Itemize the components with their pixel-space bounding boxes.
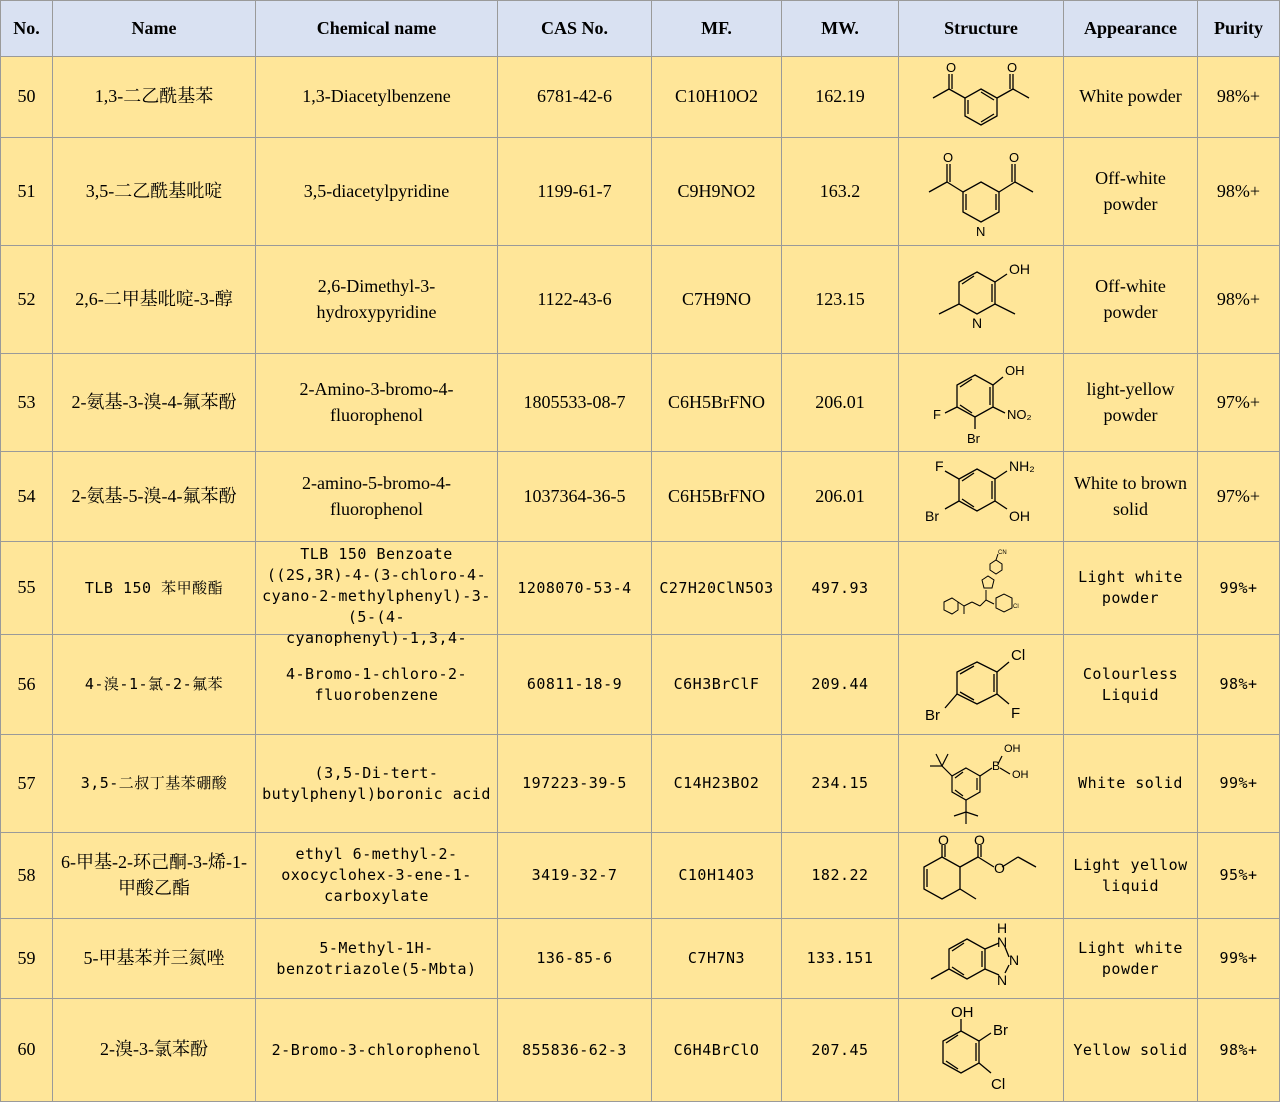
svg-text:Cl: Cl <box>1013 604 1019 610</box>
svg-text:O: O <box>938 831 949 848</box>
cell-mw: 206.01 <box>782 452 899 542</box>
cell-structure <box>899 354 1064 452</box>
svg-text:NH₂: NH₂ <box>1009 457 1035 474</box>
table-row <box>1 542 1280 635</box>
table-row <box>1 833 1280 919</box>
cell-purity: 99%+ <box>1198 735 1280 833</box>
header-name: Name <box>53 1 256 57</box>
cell-name: 2-溴-3-氯苯酚 <box>53 999 256 1102</box>
header-appearance: Appearance <box>1064 1 1198 57</box>
cell-cas: 1199-61-7 <box>498 138 652 246</box>
cell-appearance: Light yellow liquid <box>1064 833 1198 919</box>
cell-name: 3,5-二叔丁基苯硼酸 <box>53 735 256 833</box>
cell-structure <box>899 452 1064 542</box>
cell-cas: 1805533-08-7 <box>498 354 652 452</box>
cell-cas: 136-85-6 <box>498 919 652 999</box>
cell-name: 5-甲基苯并三氮唑 <box>53 919 256 999</box>
cell-purity: 99%+ <box>1198 919 1280 999</box>
cell-purity: 97%+ <box>1198 452 1280 542</box>
structure-ditertbutylphenylboronic-acid <box>916 738 1046 830</box>
cell-no: 60 <box>1 999 53 1102</box>
header-mf: MF. <box>652 1 782 57</box>
cell-name: 2-氨基-3-溴-4-氟苯酚 <box>53 354 256 452</box>
cell-mw: 162.19 <box>782 57 899 138</box>
cell-chemical-name: 4-Bromo-1-chloro-2-fluorobenzene <box>256 635 498 735</box>
svg-text:OH: OH <box>1009 260 1030 277</box>
cell-structure <box>899 919 1064 999</box>
svg-text:O: O <box>1007 60 1018 75</box>
cell-mw: 207.45 <box>782 999 899 1102</box>
cell-no: 53 <box>1 354 53 452</box>
table-row <box>1 635 1280 735</box>
svg-text:F: F <box>935 457 944 474</box>
header-structure: Structure <box>899 1 1064 57</box>
svg-text:F: F <box>1011 704 1021 722</box>
cell-chemical-name: 2-amino-5-bromo-4-fluorophenol <box>256 452 498 542</box>
cell-no: 52 <box>1 246 53 354</box>
cell-structure <box>899 833 1064 919</box>
cell-chemical-name: 2,6-Dimethyl-3-hydroxypyridine <box>256 246 498 354</box>
cell-mw: 209.44 <box>782 635 899 735</box>
svg-text:NO₂: NO₂ <box>1007 406 1032 422</box>
svg-text:Cl: Cl <box>991 1076 1006 1093</box>
cell-cas: 60811-18-9 <box>498 635 652 735</box>
cell-appearance: Off-white powder <box>1064 138 1198 246</box>
chemical-name-text: TLB 150 Benzoate ((2S,3R)-4-(3-chloro-4-cyano-2-methylphenyl)-3-(5-(4-cyanophenyl)-1,3,4- <box>262 545 491 647</box>
cell-no: 51 <box>1 138 53 246</box>
structure-bromochlorofluorobenzene <box>911 638 1051 732</box>
cell-mw: 133.151 <box>782 919 899 999</box>
svg-text:OH: OH <box>1004 742 1021 755</box>
svg-text:CN: CN <box>998 550 1007 556</box>
cell-name: TLB 150 苯甲酸酯 <box>53 542 256 635</box>
table-row <box>1 919 1280 999</box>
svg-text:F: F <box>933 406 941 422</box>
table-row <box>1 138 1280 246</box>
cell-cas: 1037364-36-5 <box>498 452 652 542</box>
cell-mw: 123.15 <box>782 246 899 354</box>
cell-no: 54 <box>1 452 53 542</box>
cell-appearance: Colourless Liquid <box>1064 635 1198 735</box>
cell-cas: 3419-32-7 <box>498 833 652 919</box>
svg-text:O: O <box>974 831 985 848</box>
cell-chemical-name: 5-Methyl-1H-benzotriazole(5-Mbta) <box>256 919 498 999</box>
cell-no: 55 <box>1 542 53 635</box>
cell-cas: 855836-62-3 <box>498 999 652 1102</box>
cell-structure <box>899 635 1064 735</box>
cell-no: 50 <box>1 57 53 138</box>
cell-appearance: White to brown solid <box>1064 452 1198 542</box>
cell-chemical-name: ethyl 6-methyl-2-oxocyclohex-3-ene-1-carboxylate <box>256 833 498 919</box>
structure-dimethylhydroxypyridine <box>911 252 1051 348</box>
svg-text:N: N <box>997 971 1008 988</box>
table-row <box>1 999 1280 1102</box>
table-row <box>1 57 1280 138</box>
cell-cas: 6781-42-6 <box>498 57 652 138</box>
structure-aminobromofluorophenol <box>911 357 1051 449</box>
cell-appearance: light-yellow powder <box>1064 354 1198 452</box>
cell-name: 4-溴-1-氯-2-氟苯 <box>53 635 256 735</box>
cell-purity: 98%+ <box>1198 635 1280 735</box>
svg-text:OH: OH <box>1012 768 1029 781</box>
cell-mw: 163.2 <box>782 138 899 246</box>
cell-mf: C10H14O3 <box>652 833 782 919</box>
cell-name: 1,3-二乙酰基苯 <box>53 57 256 138</box>
cell-chemical-name: 1,3-Diacetylbenzene <box>256 57 498 138</box>
cell-appearance: Off-white powder <box>1064 246 1198 354</box>
svg-text:O: O <box>946 60 957 75</box>
cell-purity: 98%+ <box>1198 246 1280 354</box>
svg-text:N: N <box>976 223 986 239</box>
cell-mf: C9H9NO2 <box>652 138 782 246</box>
svg-text:Br: Br <box>967 430 980 446</box>
cell-purity: 98%+ <box>1198 138 1280 246</box>
table-row <box>1 735 1280 833</box>
header-mw: MW. <box>782 1 899 57</box>
cell-mf: C6H5BrFNO <box>652 354 782 452</box>
header-no: No. <box>1 1 53 57</box>
cell-mw: 234.15 <box>782 735 899 833</box>
cell-chemical-name: 2-Bromo-3-chlorophenol <box>256 999 498 1102</box>
svg-text:N: N <box>1009 951 1020 968</box>
cell-cas: 1208070-53-4 <box>498 542 652 635</box>
table-row <box>1 452 1280 542</box>
cell-purity: 99%+ <box>1198 542 1280 635</box>
svg-text:Cl: Cl <box>1011 646 1026 664</box>
cell-mf: C27H20ClN5O3 <box>652 542 782 635</box>
svg-text:Br: Br <box>925 507 939 524</box>
svg-text:B: B <box>992 758 1001 773</box>
table-row <box>1 354 1280 452</box>
cell-structure <box>899 542 1064 635</box>
svg-text:O: O <box>1009 149 1020 165</box>
cell-structure <box>899 138 1064 246</box>
cell-purity: 97%+ <box>1198 354 1280 452</box>
structure-ethyl-methyloxocyclohexenecarboxylate <box>906 831 1056 917</box>
cell-purity: 98%+ <box>1198 57 1280 138</box>
svg-text:O: O <box>994 859 1005 876</box>
cell-name: 6-甲基-2-环己酮-3-烯-1-甲酸乙酯 <box>53 833 256 919</box>
cell-chemical-name: (3,5-Di-tert-butylphenyl)boronic acid <box>256 735 498 833</box>
cell-cas: 197223-39-5 <box>498 735 652 833</box>
cell-name: 2-氨基-5-溴-4-氟苯酚 <box>53 452 256 542</box>
cell-mf: C10H10O2 <box>652 57 782 138</box>
cell-no: 59 <box>1 919 53 999</box>
cell-mf: C14H23BO2 <box>652 735 782 833</box>
structure-methylbenzotriazole <box>911 921 1051 997</box>
cell-chemical-name <box>256 542 498 647</box>
header-cas: CAS No. <box>498 1 652 57</box>
cell-appearance: Yellow solid <box>1064 999 1198 1102</box>
cell-mf: C6H5BrFNO <box>652 452 782 542</box>
svg-text:Br: Br <box>993 1022 1008 1039</box>
cell-mw: 182.22 <box>782 833 899 919</box>
cell-name: 3,5-二乙酰基吡啶 <box>53 138 256 246</box>
cell-mw: 206.01 <box>782 354 899 452</box>
svg-text:N: N <box>997 933 1008 950</box>
cell-mf: C7H9NO <box>652 246 782 354</box>
header-purity: Purity <box>1198 1 1280 57</box>
structure-diacetylbenzene <box>921 59 1041 135</box>
cell-structure <box>899 999 1064 1102</box>
svg-text:Br: Br <box>925 706 940 724</box>
cell-structure <box>899 57 1064 138</box>
cell-purity: 95%+ <box>1198 833 1280 919</box>
cell-purity: 98%+ <box>1198 999 1280 1102</box>
cell-cas: 1122-43-6 <box>498 246 652 354</box>
svg-text:N: N <box>972 314 983 331</box>
structure-diacetylpyridine <box>911 142 1051 242</box>
cell-chemical-name: 2-Amino-3-bromo-4-fluorophenol <box>256 354 498 452</box>
cell-mf: C7H7N3 <box>652 919 782 999</box>
svg-text:OH: OH <box>951 1004 974 1021</box>
cell-name: 2,6-二甲基吡啶-3-醇 <box>53 246 256 354</box>
cell-mw: 497.93 <box>782 542 899 635</box>
structure-tlb150-benzoate <box>926 544 1036 632</box>
structure-bromochlorophenol <box>911 1001 1051 1099</box>
cell-no: 58 <box>1 833 53 919</box>
cell-appearance: Light white powder <box>1064 919 1198 999</box>
cell-chemical-name: 3,5-diacetylpyridine <box>256 138 498 246</box>
cell-appearance: White powder <box>1064 57 1198 138</box>
svg-text:OH: OH <box>1005 362 1025 378</box>
svg-text:OH: OH <box>1009 507 1030 524</box>
cell-no: 57 <box>1 735 53 833</box>
cell-structure <box>899 246 1064 354</box>
svg-text:H: H <box>997 919 1008 936</box>
header-row <box>1 1 1280 57</box>
svg-text:O: O <box>943 149 954 165</box>
cell-mf: C6H4BrClO <box>652 999 782 1102</box>
cell-structure <box>899 735 1064 833</box>
structure-aminobromofluorophenol-isomer <box>911 455 1051 539</box>
cell-no: 56 <box>1 635 53 735</box>
table-row <box>1 246 1280 354</box>
cell-appearance: White solid <box>1064 735 1198 833</box>
cell-appearance: Light white powder <box>1064 542 1198 635</box>
header-chemical-name: Chemical name <box>256 1 498 57</box>
cell-mf: C6H3BrClF <box>652 635 782 735</box>
